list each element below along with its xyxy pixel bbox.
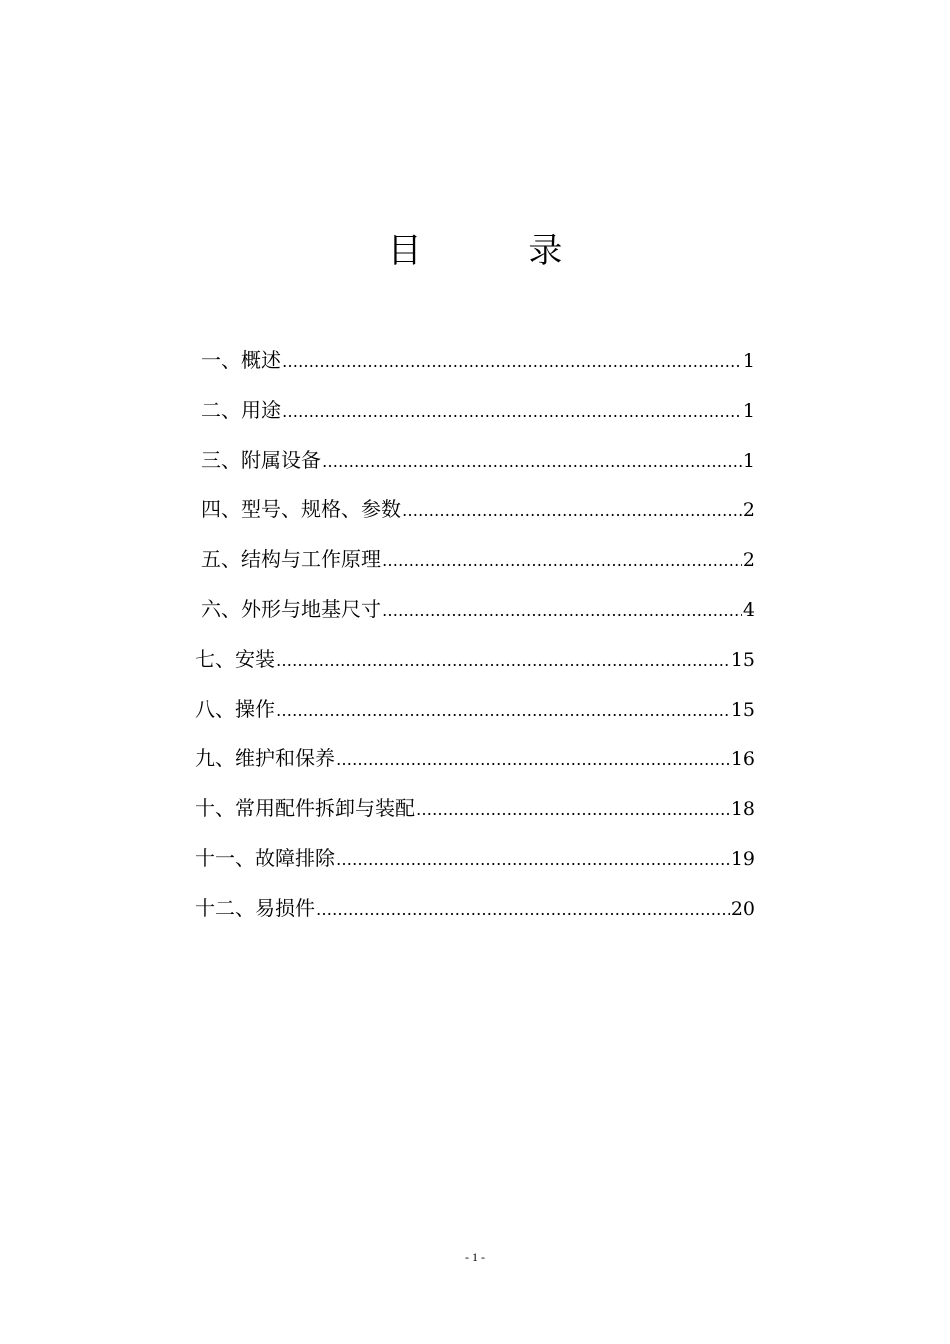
toc-entry-label: 八、操作 [195,696,275,721]
toc-entry-label: 四、型号、规格、参数 [201,497,401,522]
toc-entry-maintenance[interactable] [195,738,755,788]
toc-entry-accessories[interactable] [195,440,755,490]
toc-entry-usage[interactable] [195,390,755,440]
toc-entry-label: 七、安装 [195,646,275,671]
toc-dot-leader [282,342,742,382]
toc-dot-leader [336,840,730,880]
toc-entry-page: 20 [730,897,755,920]
toc-dot-leader [282,392,742,432]
toc-entry-parts-assembly[interactable] [195,788,755,838]
toc-entry-label: 十一、故障排除 [195,845,335,870]
toc-entry-troubleshooting[interactable] [195,838,755,888]
toc-entry-operation[interactable] [195,689,755,739]
toc-dot-leader [382,591,742,631]
toc-entry-page: 19 [730,847,755,870]
toc-entry-label: 三、附属设备 [201,447,321,472]
toc-entry-page: 2 [742,499,755,522]
toc-entry-label: 十二、易损件 [195,895,315,920]
page-title: 目 录 [387,231,611,271]
toc-dot-leader [316,890,730,930]
toc-entry-page: 1 [742,350,755,372]
toc-entry-wear-parts[interactable] [195,888,755,938]
toc-entry-structure[interactable] [195,539,755,589]
toc-entry-page: 1 [742,399,755,422]
toc-entry-page: 1 [742,449,755,472]
toc-entry-label: 六、外形与地基尺寸 [201,596,381,621]
toc-dot-leader [382,541,742,581]
toc-entry-page: 18 [730,798,755,821]
table-of-contents [195,340,755,938]
toc-entry-page: 15 [730,698,755,721]
toc-entry-dimensions[interactable] [195,589,755,639]
toc-entry-page: 2 [742,549,755,572]
toc-entry-label: 五、结构与工作原理 [201,547,381,572]
page-number: - 1 - [465,1250,485,1264]
toc-dot-leader [322,442,742,482]
toc-entry-page: 16 [730,748,755,771]
toc-entry-overview[interactable] [195,340,755,390]
toc-entry-installation[interactable] [195,639,755,689]
toc-entry-label: 二、用途 [201,397,281,422]
toc-entry-label: 十、常用配件拆卸与装配 [195,796,415,821]
toc-dot-leader [336,740,730,780]
toc-entry-label: 一、概述 [201,348,281,372]
toc-entry-specifications[interactable] [195,489,755,539]
toc-dot-leader [276,641,730,681]
toc-dot-leader [402,491,742,531]
toc-entry-label: 九、维护和保养 [195,746,335,771]
toc-dot-leader [416,790,730,830]
toc-dot-leader [276,691,730,731]
toc-entry-page: 15 [730,648,755,671]
toc-entry-page: 4 [742,598,755,621]
